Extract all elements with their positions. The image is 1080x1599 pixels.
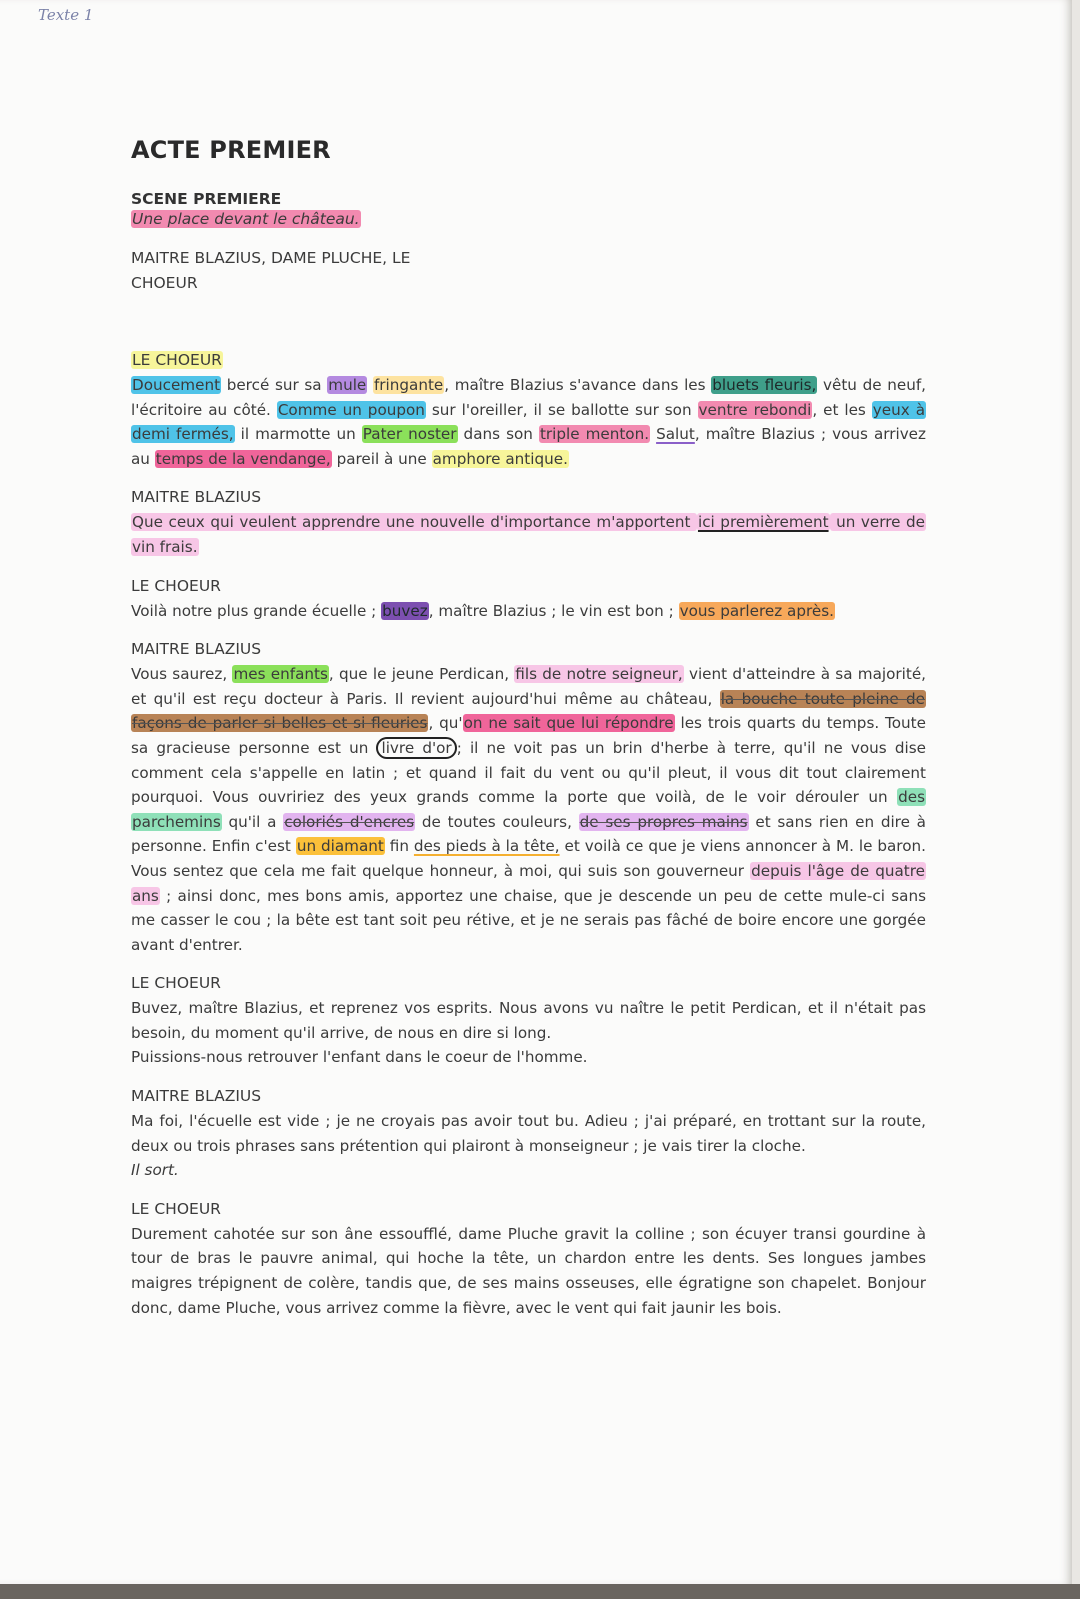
text-segment: et voilà ce que je viens annoncer à M. le baron. Vous sentez que cela me fait quelque honneur, à moi, qui suis son gouverneur [131,837,926,880]
dialogue-text [131,373,926,471]
text-segment: fin [384,837,414,856]
highlighted-phrase: buvez [382,601,428,620]
speaker-name [131,485,926,510]
speaker-name [131,348,926,373]
text-segment: , et les [812,400,872,419]
text-segment: , maître Blazius ; vous arrivez au [131,425,926,468]
dialogue-text: Puissions-nous retrouver l'enfant dans le coeur de l'homme. [131,1048,588,1067]
act-title: ACTE PREMIER [131,136,331,164]
cast-list: MAITRE BLAZIUS, DAME PLUCHE, LE CHOEUR [131,249,411,292]
speaker-name: LE CHOEUR [131,974,221,993]
dialogue-text [131,510,926,559]
page-bottom-edge [0,1584,1080,1599]
highlighted-phrase: des parchemins [132,788,925,831]
dialogue-text [131,599,926,624]
speaker-label: MAITRE BLAZIUS [131,488,262,507]
speaker-name [131,574,926,599]
highlighted-phrase: bluets fleuris, [712,376,817,394]
text-segment: , que le jeune Perdican, [328,665,515,684]
text-segment: vêtu de neuf, l'écritoire au côté. [131,376,926,419]
text-segment: ; il ne voit pas un brin d'herbe à terre, qu'il ne vous dise comment cela s'appelle en latin ; et quand il fait du vent ou qu'il pleut, il vous dit tout clairement pourquoi. Vous ouvririez des yeux grands comme la porte que voilà, de le voir dérouler un [131,738,926,807]
highlighted-phrase: la bouche toute pleine de façons de parler si belles et si fleuries [132,689,925,733]
highlighted-phrase: un verre de vin frais. [132,513,925,556]
text-segment: de toutes couleurs, [415,812,579,831]
highlighted-phrase: Comme un poupon [277,400,425,419]
highlighted-phrase: amphore antique. [432,449,568,468]
speaker-label: LE CHOEUR [132,351,222,369]
dialogue-text: Durement cahotée sur son âne essoufflé, dame Pluche gravit la colline ; son écuyer transi gourdine à tour de bras le pauvre animal, qui hoche la tête, un chardon entre les dents. Ses longues jambes maigres trépignent de colère, tandis que, de ses mains osseuses, elle égratigne son chapelet. Bonjour donc, dame Pluche, vous arrivez comme la fièvre, avec le vent qui fait jaunir les bois. [131,1224,926,1317]
text-segment: Vous saurez, [131,665,233,684]
underlined-phrase: Salut [656,425,695,444]
highlighted-phrase: un diamant [296,837,384,856]
highlighted-phrase: vous parlerez après. [679,601,834,620]
highlighted-phrase: de ses propres mains [579,812,748,831]
text-segment: sur l'oreiller, il se ballotte sur son [425,400,698,419]
speaker-label: LE CHOEUR [131,576,221,595]
text-segment: , maître Blazius s'avance dans les [444,376,712,394]
highlighted-phrase: fringante [373,376,444,394]
highlighted-dialogue [131,348,926,957]
highlighted-phrase: depuis l'âge de quatre ans [132,861,925,905]
highlighted-phrase: coloriés d'encres [284,812,415,831]
highlighted-phrase: Doucement [132,376,221,394]
scene-place [131,210,926,228]
highlighted-phrase: Pater noster [362,425,457,444]
text-segment: vient d'atteindre à sa majorité, et qu'il est reçu docteur à Paris. Il revient aujourd'hui même au château, [131,665,926,708]
text-segment: bercé sur sa [221,376,328,394]
highlighted-phrase: mes enfants [233,665,328,684]
highlighted-phrase: yeux à demi fermés, [132,400,925,444]
scene-title: SCENE PREMIERE [131,190,282,208]
text-segment: Voilà notre plus grande écuelle ; [131,601,382,620]
underlined-phrase: ici premièrement [697,513,829,532]
dialogue-text: Ma foi, l'écuelle est vide ; je ne croyais pas avoir tout bu. Adieu ; j'ai préparé, en trottant sur la route, deux ou trois phrases sans prétention qui plairont à monseigneur ; je vais tirer la cloche. [131,1112,926,1155]
text-segment: dans son [457,425,539,444]
text-segment: les trois quarts du temps. Toute sa gracieuse personne est un [131,714,926,757]
highlighted-phrase: temps de la vendange, [155,449,331,468]
speaker-name: MAITRE BLAZIUS [131,1087,262,1106]
text-segment: ; ainsi donc, mes bons amis, apportez une chaise, que je descende un peu de cette mule-ci sans me casser le cou ; la bête est tant soit peu rétive, et je ne serais pas fâché de boire encore une gorgée avant d'entrer. [131,886,926,954]
speaker-name: LE CHOEUR [131,1199,221,1218]
highlighted-phrase: mule [328,376,367,394]
circled-phrase: livre d'or [376,737,456,759]
text-segment: et sans rien en dire à personne. Enfin c'est [131,812,926,856]
dialogue-text: Buvez, maître Blazius, et reprenez vos esprits. Nous avons vu naître le petit Perdican, et il n'était pas besoin, du moment qu'il arrive, de nous en dire si long. [131,999,926,1042]
highlighted-phrase: triple menton. [539,425,650,444]
text-segment: il marmotte un [234,425,362,444]
handwritten-note: Texte 1 [38,6,94,24]
place-highlight: Une place devant le château. [132,210,360,228]
highlighted-phrase: fils de notre seigneur, [515,665,683,684]
stage-direction: Il sort. [131,1161,179,1180]
text-segment: , maître Blazius ; le vin est bon ; [428,601,679,620]
dialogue-text [131,662,926,957]
speaker-name [131,637,926,662]
highlighted-phrase: on ne sait que lui répondre [463,714,674,733]
underlined-phrase: des pieds à la tête, [413,837,560,856]
play-text [131,136,926,1334]
text-segment: qu'il a [221,812,284,831]
text-segment: pareil à une [331,449,432,468]
highlighted-phrase: Que ceux qui veulent apprendre une nouvelle d'importance m'apportent [132,513,696,532]
speaker-label: MAITRE BLAZIUS [131,640,262,659]
highlighted-phrase: ventre rebondi [698,400,812,419]
text-segment: , qu' [428,714,463,733]
